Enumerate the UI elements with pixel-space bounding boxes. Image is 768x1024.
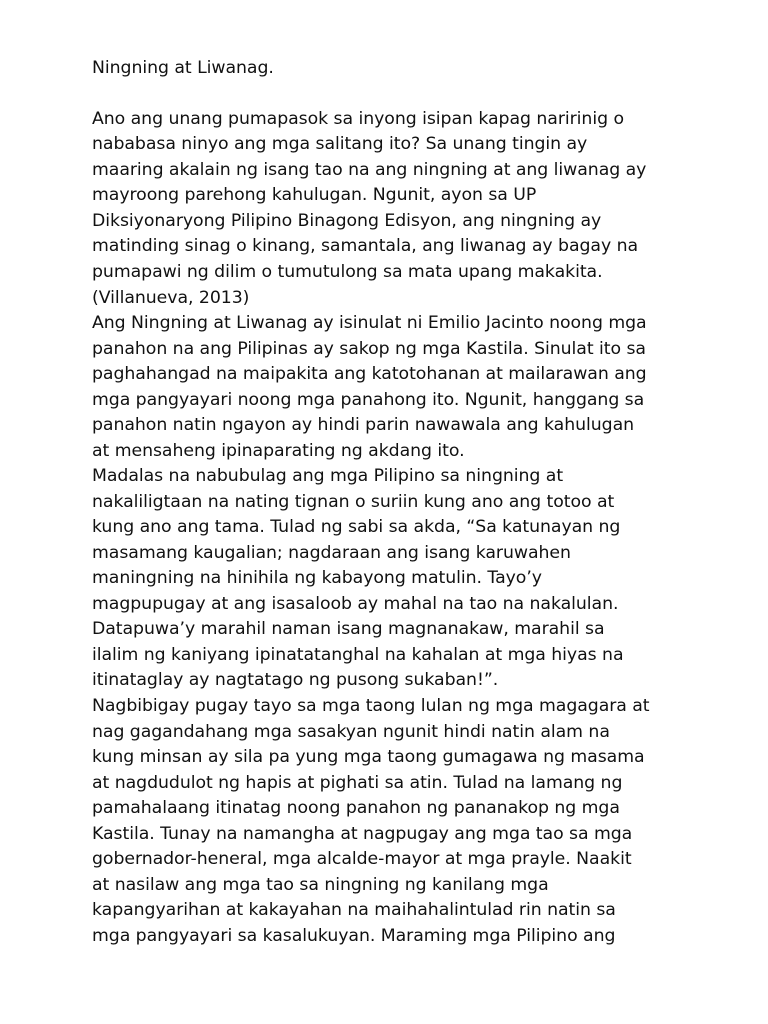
text-line: magpupugay at ang isasaloob ay mahal na tao na nakalulan. [92, 594, 619, 614]
text-line: panahon natin ngayon ay hindi parin nawawala ang kahulugan [92, 415, 635, 435]
text-line: kung minsan ay sila pa yung mga taong gumagawa ng masama [92, 747, 645, 767]
text-line: mayroong parehong kahulugan. Ngunit, ayon sa UP [92, 185, 537, 205]
text-line: matinding sinag o kinang, samantala, ang liwanag ay bagay na [92, 236, 639, 256]
text-line: Kastila. Tunay na namangha at nagpugay ang mga tao sa mga [92, 824, 633, 844]
text-line: Ano ang unang pumapasok sa inyong isipan kapag naririnig o [92, 109, 624, 129]
text-line: nakaliligtaan na nating tignan o suriin kung ano ang totoo at [92, 492, 615, 512]
text-line: itinataglay ay nagtatago ng pusong sukaban!”. [92, 670, 499, 690]
text-line: ilalim ng kaniyang ipinatatanghal na kahalan at mga hiyas na [92, 645, 624, 665]
text-line: pumapawi ng dilim o tumutulong sa mata upang makakita. [92, 262, 603, 282]
text-line: kapangyarihan at kakayahan na maihahalintulad rin natin sa [92, 900, 616, 920]
text-line: Diksiyonaryong Pilipino Binagong Edisyon, ang ningning ay [92, 211, 602, 231]
text-line: maaring akalain ng isang tao na ang ningning at ang liwanag ay [92, 160, 647, 180]
text-line: at nasilaw ang mga tao sa ningning ng kanilang mga [92, 875, 549, 895]
text-line: panahon na ang Pilipinas ay sakop ng mga Kastila. Sinulat ito sa [92, 339, 646, 359]
text-line: maningning na hinihila ng kabayong matulin. Tayo’y [92, 568, 542, 588]
text-line: at mensaheng ipinaparating ng akdang ito. [92, 441, 465, 461]
text-line: mga pangyayari noong mga panahong ito. Ngunit, hanggang sa [92, 390, 645, 410]
citation-line: (Villanueva, 2013) [92, 288, 250, 308]
text-line: Nagbibigay pugay tayo sa mga taong lulan ng mga magagara at [92, 696, 650, 716]
text-line: kung ano ang tama. Tulad ng sabi sa akda, “Sa katunayan ng [92, 517, 621, 537]
text-line: nag gagandahang mga sasakyan ngunit hindi natin alam na [92, 722, 610, 742]
text-line: gobernador-heneral, mga alcalde-mayor at mga prayle. Naakit [92, 849, 632, 869]
document-title: Ningning at Liwanag. [92, 58, 274, 78]
text-line: Datapuwa’y marahil naman isang magnanakaw, marahil sa [92, 619, 605, 639]
text-line: Ang Ningning at Liwanag ay isinulat ni Emilio Jacinto noong mga [92, 313, 647, 333]
text-line: Madalas na nabubulag ang mga Pilipino sa ningning at [92, 466, 564, 486]
text-line: masamang kaugalian; nagdaraan ang isang karuwahen [92, 543, 571, 563]
text-line: nababasa ninyo ang mga salitang ito? Sa unang tingin ay [92, 134, 588, 154]
text-line: pamahalaang itinatag noong panahon ng pananakop ng mga [92, 798, 620, 818]
text-line: mga pangyayari sa kasalukuyan. Maraming mga Pilipino ang [92, 926, 616, 946]
text-line: paghahangad na maipakita ang katotohanan at mailarawan ang [92, 364, 647, 384]
text-line: at nagdudulot ng hapis at pighati sa atin. Tulad na lamang ng [92, 773, 623, 793]
